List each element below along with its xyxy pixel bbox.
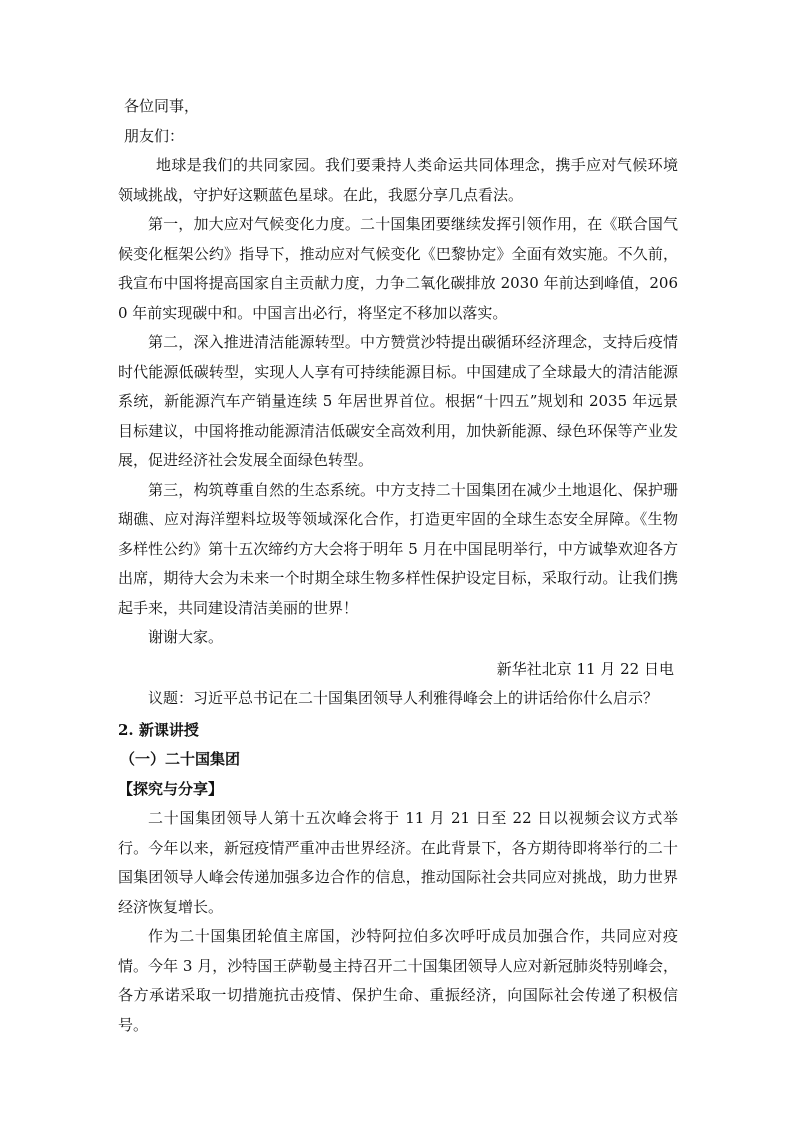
section-heading: 2. 新课讲授 [118, 720, 199, 739]
explore-share-heading: 【探究与分享】 [118, 779, 224, 798]
news-source: 新华社北京 11 月 22 日电 [496, 659, 674, 678]
subsection-heading: （一）二十国集团 [120, 750, 241, 768]
greeting-friends: 朋友们： [124, 126, 185, 145]
paragraph-first-point: 第一，加大应对气候变化力度。二十国集团要继续发挥引领作用，在《联合国气候变化框架公约》指导下，推动应对气候变化《巴黎协定》全面有效实施。不久前，我宣布中国将提高国家自主贡献力度，力争二氧化碳排放 2030 年前达到峰值，2060 年前实现碳中和。中国言出必行，将坚定不移加以落实。 [118, 215, 678, 322]
document-page [118, 92, 678, 1040]
paragraph-thanks: 谢谢大家。 [148, 628, 224, 646]
paragraph-saudi-presidency: 作为二十国集团轮值主席国，沙特阿拉伯多次呼吁成员加强合作，共同应对疫情。今年 3 月，沙特国王萨勒曼主持召开二十国集团领导人应对新冠肺炎特别峰会，各方承诺采取一切措施抗击疫情、保护生命、重振经济，向国际社会传递了积极信号。 [118, 927, 678, 1034]
discussion-topic: 议题：习近平总书记在二十国集团领导人利雅得峰会上的讲话给你什么启示？ [148, 689, 659, 707]
paragraph-intro: 地球是我们的共同家园。我们要秉持人类命运共同体理念，携手应对气候环境领域挑战，守护好这颗蓝色星球。在此，我愿分享几点看法。 [118, 156, 678, 204]
greeting-colleagues: 各位同事， [124, 97, 200, 115]
paragraph-summit-intro: 二十国集团领导人第十五次峰会将于 11 月 21 日至 22 日以视频会议方式举行。今年以来，新冠疫情严重冲击世界经济。在此背景下，各方期待即将举行的二十国集团领导人峰会传递加强多边合作的信息，推动国际社会共同应对挑战，助力世界经济恢复增长。 [118, 809, 678, 916]
paragraph-third-point: 第三，构筑尊重自然的生态系统。中方支持二十国集团在减少土地退化、保护珊瑚礁、应对海洋塑料垃圾等领域深化合作，打造更牢固的全球生态安全屏障。《生物多样性公约》第十五次缔约方大会将于明年 5 月在中国昆明举行，中方诚挚欢迎各方出席，期待大会为未来一个时期全球生物多样性保护设定目标，采取行动。让我们携起手来，共同建设清洁美丽的世界！ [118, 480, 678, 617]
paragraph-second-point: 第二，深入推进清洁能源转型。中方赞赏沙特提出碳循环经济理念，支持后疫情时代能源低碳转型，实现人人享有可持续能源目标。中国建成了全球最大的清洁能源系统，新能源汽车产销量连续 5 年居世界首位。根据“十四五”规划和 2035 年远景目标建议，中国将推动能源清洁低碳安全高效利用，加快新能源、绿色环保等产业发展，促进经济社会发展全面绿色转型。 [118, 333, 678, 469]
